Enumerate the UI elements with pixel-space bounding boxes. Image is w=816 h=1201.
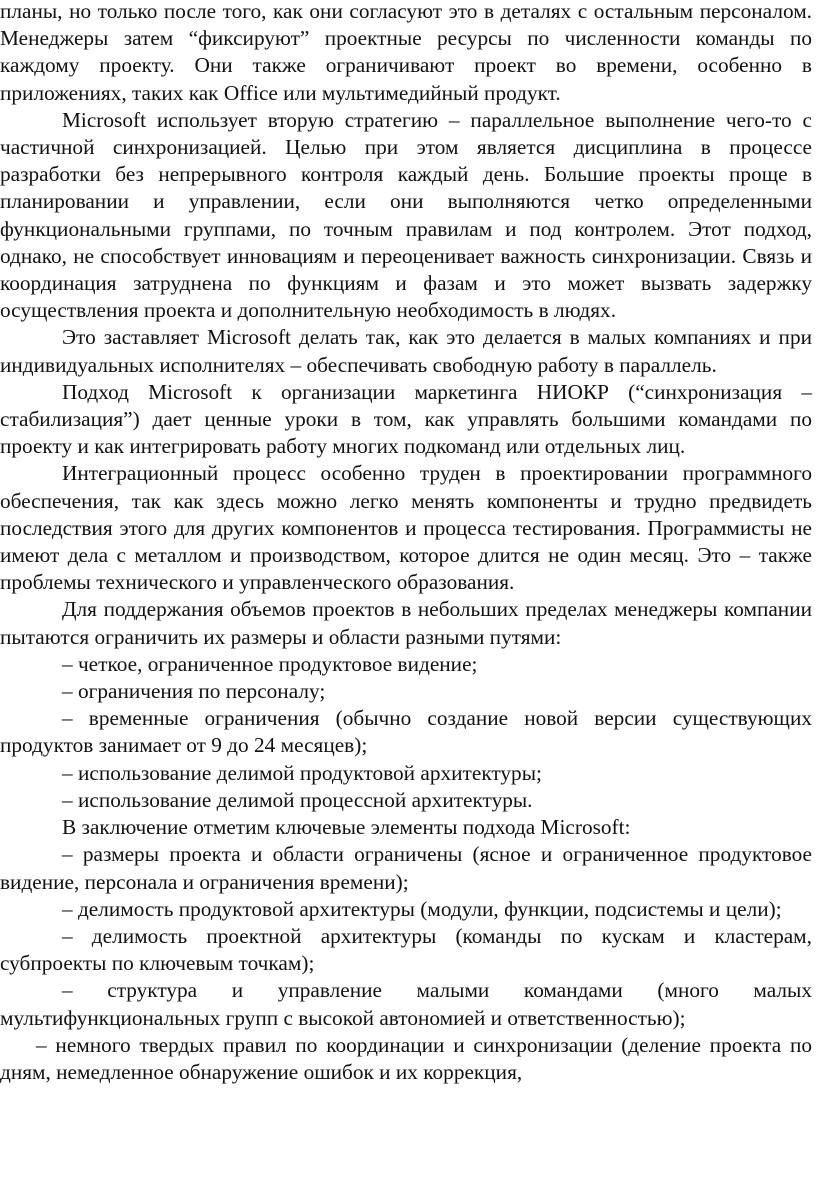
- key-element-4: – структура и управление малыми командами (много малых мультифункциональных групп с высокой автономией и ответственностью);: [0, 978, 812, 1030]
- key-element-2: – делимость продуктовой архитектуры (модули, функции, подсистемы и цели);: [62, 896, 782, 921]
- paragraph-2: Microsoft использует вторую стратегию – параллельное выполнение чего-то с частичной синхронизацией. Целью при этом является дисциплина в процессе разработки без непрерывного контроля каждый день. Большие проекты проще в планировании и управлении, если они выполняются четко определенными функциональными группами, по точным правилам и под контролем. Этот подход, однако, не способствует инновациям и переоценивает важность синхронизации. Связь и координация затруднена по функциям и фазам и это может вызвать задержку осуществления проекта и дополнительную необходимость в людях.: [0, 107, 812, 323]
- paragraph-7: В заключение отметим ключевые элементы подхода Microsoft:: [62, 815, 631, 840]
- paragraph-3: Это заставляет Microsoft делать так, как это делается в малых компаниях и при индивидуальных исполнителях – обеспечивать свободную работу в параллель.: [0, 325, 812, 377]
- key-element-3: – делимость проектной архитектуры (команды по кускам и кластерам, субпроекты по ключевым точкам);: [0, 923, 812, 976]
- paragraph-4: Подход Microsoft к организации маркетинга НИОКР (“синхронизация – стабилизация”) дает ценные уроки в том, как управлять большими командами по проекту и как интегрировать работу многих подкоманд или отдельных лиц.: [0, 379, 812, 459]
- key-element-5: – немного твердых правил по координации и синхронизации (деление проекта по дням, немедленное обнаружение ошибок и их коррекция,: [0, 1032, 812, 1084]
- list-item-3: – временные ограничения (обычно создание новой версии существующих продуктов занимает от 9 до 24 месяцев);: [0, 706, 812, 758]
- paragraph-1: планы, но только после того, как они согласуют это в деталях с остальным персоналом. Менеджеры затем “фиксируют” проектные ресурсы по численности команды по каждому проекту. Они также ограничивают проект во времени, особенно в приложениях, таких как Office или мультимедийный продукт.: [0, 0, 812, 105]
- list-item-5: – использование делимой процессной архитектуры.: [62, 787, 533, 812]
- list-item-4: – использование делимой продуктовой архитектуры;: [62, 760, 542, 785]
- key-element-1: – размеры проекта и области ограничены (ясное и ограниченное продуктовое видение, персонала и ограничения времени);: [0, 842, 812, 894]
- list-item-2: – ограничения по персоналу;: [62, 679, 326, 704]
- paragraph-5: Интеграционный процесс особенно труден в проектировании программного обеспечения, так как здесь можно легко менять компоненты и трудно предвидеть последствия этого для других компонентов и процесса тестирования. Программисты не имеют дела с металлом и производством, которое длится не один месяц. Это – также проблемы технического и управленческого образования.: [0, 461, 812, 595]
- list-item-1: – четкое, ограниченное продуктовое видение;: [62, 651, 478, 676]
- paragraph-6: Для поддержания объемов проектов в небольших пределах менеджеры компании пытаются ограничить их размеры и области разными путями:: [0, 597, 812, 649]
